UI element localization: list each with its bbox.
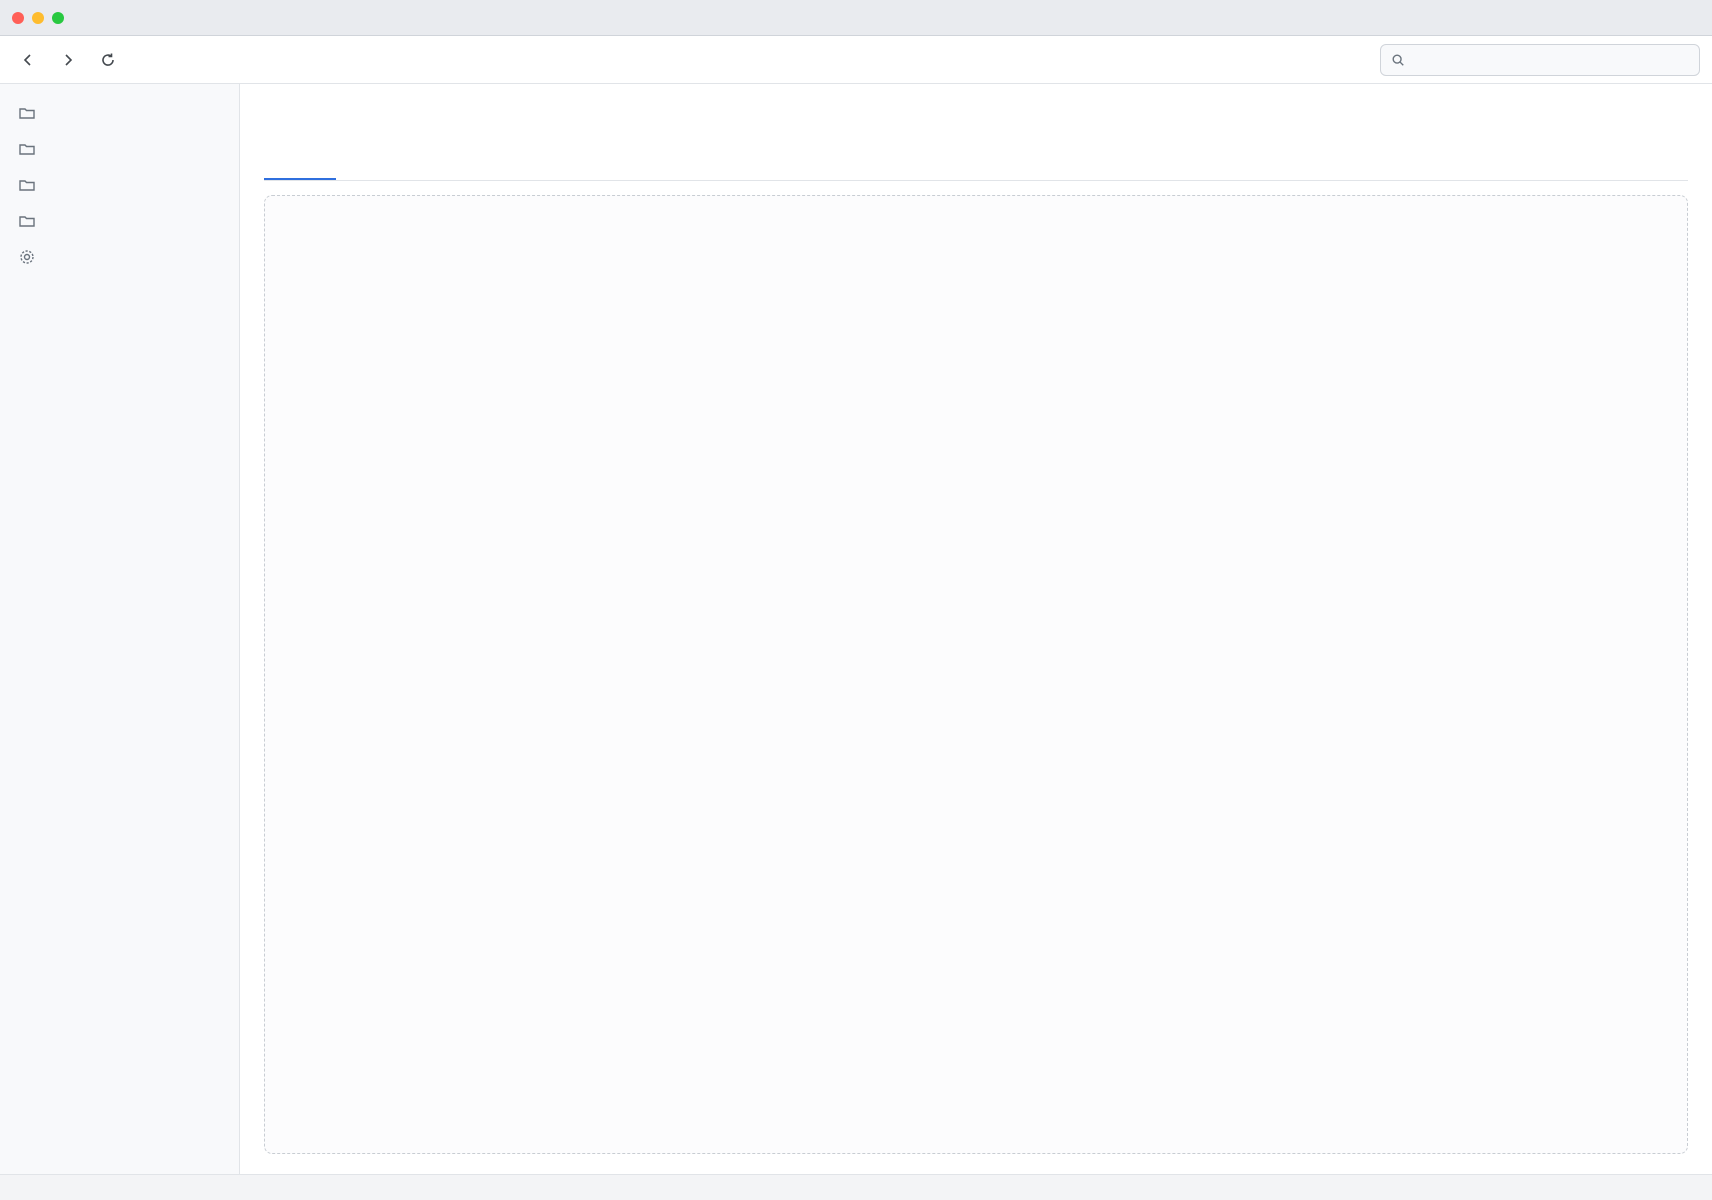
toolbar xyxy=(0,36,1712,84)
folder-icon xyxy=(18,140,36,158)
content-area xyxy=(264,195,1688,1154)
page-title xyxy=(264,104,1688,132)
window-minimize-button[interactable] xyxy=(32,12,44,24)
sidebar-item[interactable] xyxy=(8,168,231,202)
folder-icon xyxy=(18,212,36,230)
app-body xyxy=(0,84,1712,1174)
window-close-button[interactable] xyxy=(12,12,24,24)
tab[interactable] xyxy=(264,146,336,180)
title-bar[interactable] xyxy=(0,0,1712,36)
window-controls xyxy=(12,12,64,24)
folder-icon xyxy=(18,176,36,194)
tab[interactable] xyxy=(416,146,488,180)
search-box[interactable] xyxy=(1380,44,1700,76)
folder-icon xyxy=(18,104,36,122)
sidebar-item-settings[interactable] xyxy=(8,240,231,274)
main-panel xyxy=(240,84,1712,1174)
tab[interactable] xyxy=(340,146,412,180)
sidebar-item[interactable] xyxy=(8,132,231,166)
refresh-button[interactable] xyxy=(92,44,124,76)
forward-arrow-icon xyxy=(60,52,76,68)
search-icon xyxy=(1391,53,1405,67)
status-bar xyxy=(0,1174,1712,1200)
refresh-icon xyxy=(100,52,116,68)
sidebar xyxy=(0,84,240,1174)
back-arrow-icon xyxy=(20,52,36,68)
forward-button[interactable] xyxy=(52,44,84,76)
gear-icon xyxy=(18,248,36,266)
window-maximize-button[interactable] xyxy=(52,12,64,24)
tab-bar xyxy=(264,146,1688,181)
back-button[interactable] xyxy=(12,44,44,76)
search-input[interactable] xyxy=(1411,52,1689,67)
sidebar-item[interactable] xyxy=(8,204,231,238)
sidebar-item[interactable] xyxy=(8,96,231,130)
